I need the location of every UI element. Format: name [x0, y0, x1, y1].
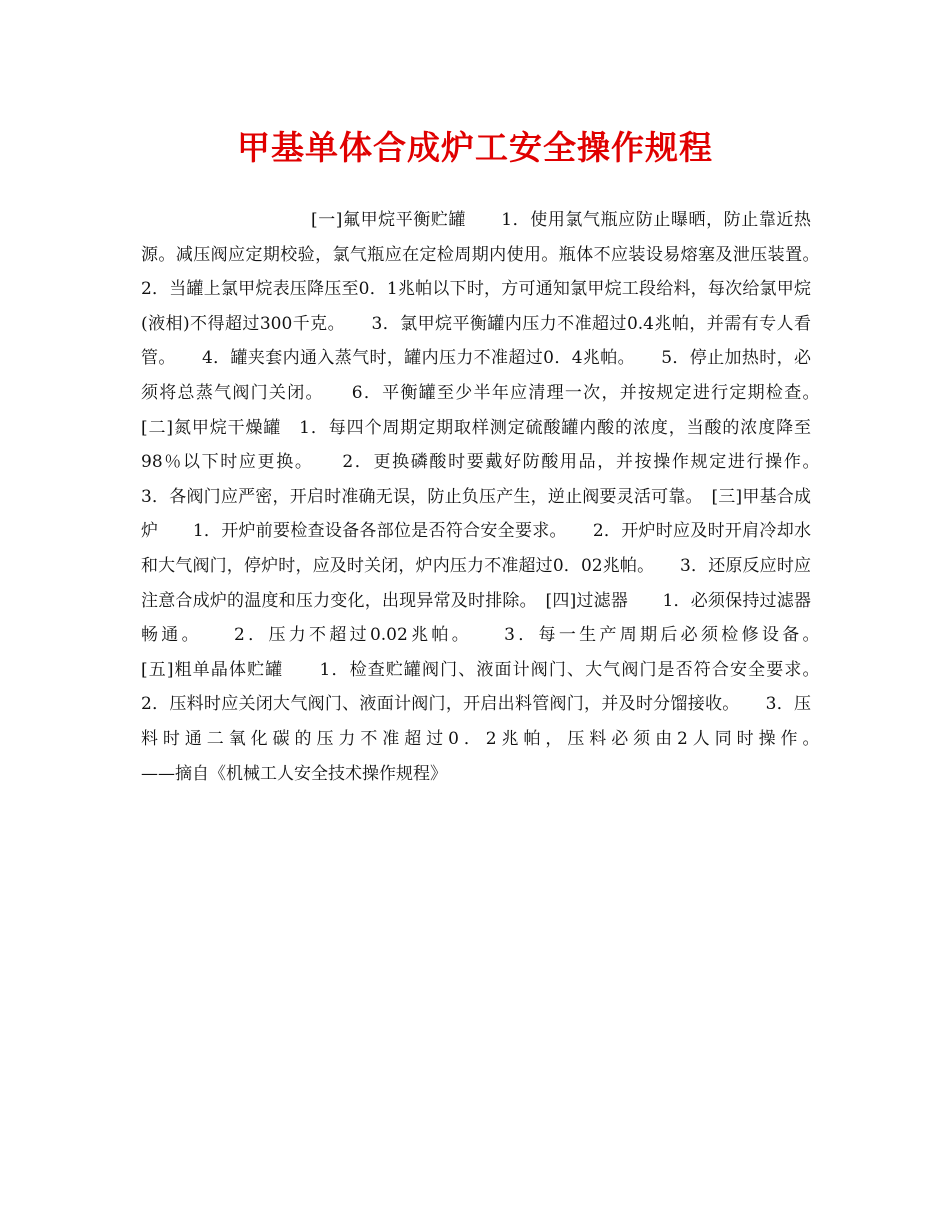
body-paragraph: [一]氟甲烷平衡贮罐 1．使用氯气瓶应防止曝晒，防止靠近热源。减压阀应定期校验，氯气瓶应在定检周期内使用。瓶体不应装设易熔塞及泄压装置。 2．当罐上氯甲烷表压降压至0．1兆帕以下时，方可通知氯甲烷工段给料，每次给氯甲烷(液相)不得超过300千克。 3．氯甲烷平衡罐内压力不准超过0.4兆帕，并需有专人看管。 4．罐夹套内通入蒸气时，罐内压力不准超过0．4兆帕。 5．停止加热时，必须将总蒸气阀门关闭。 6．平衡罐至少半年应清理一次，并按规定进行定期检查。 [二]氮甲烷干燥罐 1．每四个周期定期取样测定硫酸罐内酸的浓度，当酸的浓度降至98％以下时应更换。 2．更换磷酸时要戴好防酸用品，并按操作规定进行操作。 3．各阀门应严密，开启时准确无误，防止负压产生，逆止阀要灵活可靠。 [三]甲基合成炉 1．开炉前要检查设备各部位是否符合安全要求。 2．开炉时应及时开肩冷却水和大气阀门，停炉时，应及时关闭，炉内压力不准超过0．02兆帕。 3．还原反应时应注意合成炉的温度和压力变化，出现异常及时排除。 [四]过滤器 1．必须保持过滤器畅通。 2．压力不超过0.02兆帕。 3．每一生产周期后必须检修设备。 [五]粗单晶体贮罐 1．检查贮罐阀门、液面计阀门、大气阀门是否符合安全要求。 2．压料时应关闭大气阀门、液面计阀门，开启出料管阀门，并及时分馏接收。 3．压料时通二氧化碳的压力不准超过0．2兆帕，压料必须由2人同时操作。 ——摘自《机械工人安全技术操作规程》 [141, 210, 947, 784]
page-title: 甲基单体合成炉工安全操作规程 [237, 128, 713, 167]
